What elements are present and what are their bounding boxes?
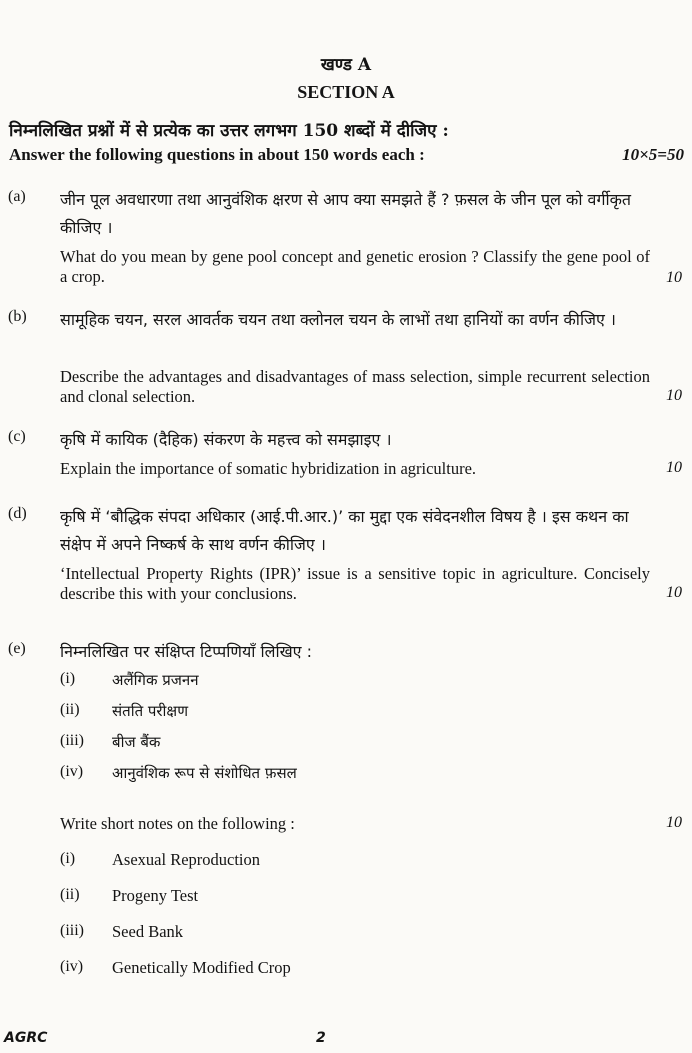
question-text-english: Write short notes on the following : xyxy=(60,814,295,833)
question-text-hindi: कृषि में कायिक (दैहिक) संकरण के महत्त्व को समझाइए । xyxy=(60,430,392,449)
question-marks: 10 xyxy=(666,459,682,476)
question-marks: 10 xyxy=(666,387,682,404)
question-label: (e) xyxy=(8,640,26,657)
sub-item-text-english: Asexual Reproduction xyxy=(112,850,261,869)
sub-item-text-hindi: संतति परीक्षण xyxy=(112,702,189,720)
sub-item-label: (iii) xyxy=(60,732,84,749)
question-text-english: ‘Intellectual Property Rights (IPR)’ issue is a sensitive topic in agriculture. Concisely describe this with your conclusions. xyxy=(60,564,650,603)
sub-item-label: (i) xyxy=(60,670,76,687)
sub-item-text-hindi: बीज बैंक xyxy=(112,733,161,751)
sub-item-label: (iii) xyxy=(60,922,84,939)
section-heading-hindi: खण्ड A xyxy=(320,55,372,75)
paper-code: AGRC xyxy=(4,1030,48,1046)
sub-item-text-english: Genetically Modified Crop xyxy=(112,958,291,977)
question-label: (a) xyxy=(8,188,26,205)
sub-item-label: (i) xyxy=(60,850,76,867)
question-text-english: Explain the importance of somatic hybridization in agriculture. xyxy=(60,459,477,478)
question-label: (c) xyxy=(8,428,26,445)
total-marks: 10×5=50 xyxy=(622,145,684,164)
section-heading-english: SECTION A xyxy=(297,82,395,102)
question-marks: 10 xyxy=(666,269,682,286)
question-text-hindi: निम्नलिखित पर संक्षिप्त टिप्पणियाँ लिखिए : xyxy=(60,642,313,661)
sub-item-label: (ii) xyxy=(60,886,80,903)
question-text-hindi: सामूहिक चयन, सरल आवर्तक चयन तथा क्लोनल चयन के लाभों तथा हानियों का वर्णन कीजिए । xyxy=(60,310,616,329)
sub-item-label: (ii) xyxy=(60,701,80,718)
question-label: (d) xyxy=(8,505,27,522)
page-number: 2 xyxy=(316,1030,326,1046)
sub-item-text-english: Progeny Test xyxy=(112,886,199,905)
sub-item-label: (iv) xyxy=(60,763,84,780)
instruction-english: Answer the following questions in about 150 words each : xyxy=(9,145,425,164)
sub-item-text-hindi: अलैंगिक प्रजनन xyxy=(112,671,199,689)
sub-item-label: (iv) xyxy=(60,958,84,975)
question-marks: 10 xyxy=(666,814,682,831)
question-text-hindi: कृषि में ‘बौद्धिक संपदा अधिकार (आई.पी.आर.)’ का मुद्दा एक संवेदनशील विषय है । इस कथन का संक्षेप में अपने निष्कर्ष के साथ वर्णन कीजिए । xyxy=(60,507,629,554)
question-text-hindi: जीन पूल अवधारणा तथा आनुवंशिक क्षरण से आप क्या समझते हैं ? फ़सल के जीन पूल को वर्गीकृत कीजिए । xyxy=(60,190,632,237)
sub-item-text-english: Seed Bank xyxy=(112,922,184,941)
question-label: (b) xyxy=(8,308,27,325)
question-text-english: Describe the advantages and disadvantages of mass selection, simple recurrent selection and clonal selection. xyxy=(60,367,650,406)
instruction-hindi: निम्नलिखित प्रश्नों में से प्रत्येक का उत्तर लगभग 150 शब्दों में दीजिए : xyxy=(9,121,449,141)
question-marks: 10 xyxy=(666,584,682,601)
question-text-english: What do you mean by gene pool concept and genetic erosion ? Classify the gene pool of a crop. xyxy=(60,247,650,286)
sub-item-text-hindi: आनुवंशिक रूप से संशोधित फ़सल xyxy=(112,764,297,782)
